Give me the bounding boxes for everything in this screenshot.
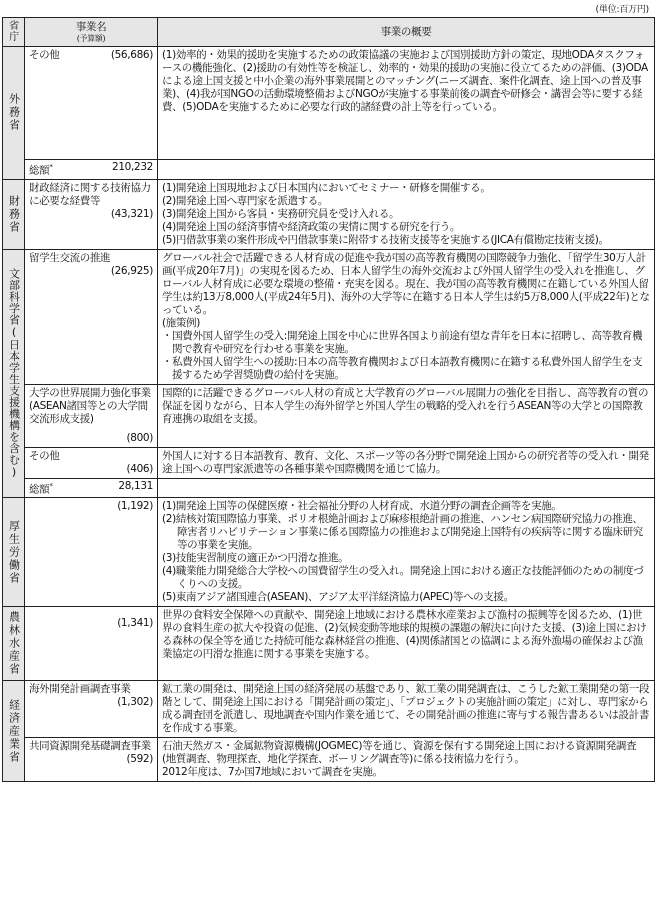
project-amount: (26,925) xyxy=(110,264,153,277)
oda-project-table xyxy=(2,17,655,782)
total-cell xyxy=(25,478,158,498)
project-name-cell xyxy=(25,447,158,478)
header-desc: 事業の概要 xyxy=(158,18,655,47)
project-amount: (56,686) xyxy=(110,49,153,61)
ministry-zaimu xyxy=(3,179,25,249)
ministry-label: 財務省 xyxy=(7,194,21,234)
project-name-cell xyxy=(25,681,158,738)
desc-item: (2)開発途上国へ専門家を派遣する。 xyxy=(162,194,329,207)
project-desc: 世界の食料安全保障への貢献や、開発途上地域における農林水産業および漁村の振興等を図るため、(1)世界の食料生産の拡大や投資の促進、(2)気候変動等地球的規模の課題の解決に向けた支援、(3)途上国における森林の保全等を通じた持続可能な森林経営の推進、(4)関係諸国との協調による海外漁場の確保および漁業協定の円滑な推進に関する事業を実施する。 xyxy=(158,607,655,681)
table-row xyxy=(3,179,655,249)
table-row xyxy=(3,498,655,607)
ministry-label: 厚生労働省 xyxy=(7,519,21,585)
table-row xyxy=(3,681,655,738)
project-name: 共同資源開発基礎調査事業 xyxy=(29,740,151,752)
project-amount: (1,302) xyxy=(117,696,153,708)
project-desc xyxy=(158,498,655,607)
project-name-cell xyxy=(25,384,158,447)
ministry-label: 農林水産省 xyxy=(7,611,21,676)
header-ministry-text: 省庁 xyxy=(9,21,19,43)
desc-case-label: (施策例) xyxy=(162,316,200,329)
ministry-nousui xyxy=(3,607,25,681)
project-name-cell xyxy=(25,498,158,607)
total-label-wrap xyxy=(29,161,52,178)
header-name-text: 事業名 xyxy=(75,21,107,33)
total-mark: * xyxy=(49,163,53,171)
ministry-gaimu xyxy=(3,47,25,180)
header-ministry xyxy=(3,18,25,47)
total-mark: * xyxy=(49,481,53,490)
project-desc xyxy=(158,179,655,249)
project-name-cell xyxy=(25,179,158,249)
desc-item: (4)開発途上国の経済事情や経済政策の実情に関する研究を行う。 xyxy=(162,220,461,233)
total-row xyxy=(3,160,655,180)
project-name-cell xyxy=(25,738,158,782)
table-row xyxy=(3,738,655,782)
ministry-keisan xyxy=(3,681,25,782)
header-name-sub: (予算額) xyxy=(76,34,106,43)
project-name: 財政経済に関する技術協力に必要な経費等 xyxy=(29,181,151,207)
header-row xyxy=(3,18,655,47)
ministry-monka xyxy=(3,249,25,498)
ministry-kousei xyxy=(3,498,25,607)
desc-item: (5)東南アジア諸国連合(ASEAN)、アジア太平洋経済協力(APEC)等への支援。 xyxy=(162,591,514,603)
desc-item: (2)結核対策国際協力事業、ポリオ根絶計画および麻疹根絶計画の推進、ハンセン病国際研究協力の推進、障害者リハビリテーション事業に係る国際協力の推進および開発途上国特有の疾病等に関する臨床研究等の事業を実施。 xyxy=(162,513,643,551)
total-label: 総額 xyxy=(29,164,50,177)
project-amount: (406) xyxy=(126,462,153,475)
total-value: 28,131 xyxy=(118,479,153,492)
table-row xyxy=(3,447,655,478)
desc-item: (1)開発途上国現地および日本国内においてセミナー・研修を開催する。 xyxy=(162,181,491,194)
desc-text: 2012年度は、7か国7地域において調査を実施。 xyxy=(162,766,383,778)
table-row xyxy=(3,47,655,160)
project-name: 大学の世界展開力強化事業(ASEAN諸国等との大学間交流形成支援) xyxy=(29,386,151,425)
project-desc: 外国人に対する日本語教育、教育、文化、スポーツ等の各分野で開発途上国からの研究者等の受入れ・開発途上国への専門家派遣等の各種事業や国際機関を通じて協力。 xyxy=(158,447,655,478)
project-name: その他 xyxy=(29,449,60,462)
total-value: 210,232 xyxy=(112,161,153,173)
total-cell xyxy=(25,160,158,180)
unit-label: (単位:百万円) xyxy=(595,5,649,15)
desc-bullet: ・私費外国人留学生への援助:日本の高等教育機関および日本語教育機関に在籍する私費外国人留学生を支援するため学習奨励費の給付を実施。 xyxy=(162,355,643,381)
project-desc xyxy=(158,738,655,782)
total-label-wrap xyxy=(29,480,52,497)
total-row xyxy=(3,478,655,498)
desc-item: (4)職業能力開発総合大学校への国費留学生の受入れ。開発途上国における適正な技能評価のための制度づくりへの支援。 xyxy=(162,565,644,590)
project-amount: (1,341) xyxy=(117,617,153,629)
project-name-cell xyxy=(25,607,158,681)
desc-text: 石油天然ガス・金属鉱物資源機構(JOGMEC)等を通じ、資源を保有する開発途上国における資源開発調査(地質調査、物理探査、地化学探査、ボーリング調査等)に係る技術協力を行う。 xyxy=(162,740,637,765)
project-name: 海外開発計画調査事業 xyxy=(29,683,131,695)
ministry-label: 外務省 xyxy=(7,93,21,133)
project-desc: 鉱工業の開発は、開発途上国の経済発展の基盤であり、鉱工業の開発調査は、こうした鉱工業開発の第一段階として、開発途上国における「開発計画の策定」、「プロジェクトの実施計画の策定」に対し、専門家から成る調査団を派遣し、現地調査や国内作業を通じて、その開発計画の推進に寄与する報告書あるいは設計書を作成する事業。 xyxy=(158,681,655,738)
project-desc: 国際的に活躍できるグローバル人材の育成と大学教育のグローバル展開力の強化を目指し、高等教育の質の保証を図りながら、日本人学生の海外留学と外国人学生の戦略的受入れを行うASEAN等の大学との国際教育連携の取組を支援。 xyxy=(158,384,655,447)
table-row xyxy=(3,249,655,384)
project-name: 留学生交流の推進 xyxy=(29,251,111,264)
desc-item: (3)開発途上国から客員・実務研究員を受け入れる。 xyxy=(162,207,400,220)
project-desc xyxy=(158,249,655,384)
empty-cell xyxy=(158,160,655,180)
ministry-label: 文部科学省(日本学生支援機構を含む) xyxy=(7,267,21,479)
total-label: 総額 xyxy=(29,483,50,495)
project-amount: (43,321) xyxy=(110,207,153,220)
project-desc: (1)効率的・効果的援助を実施するための政策協議の実施および国別援助方針の策定、現地ODAタスクフォースの機能強化、(2)援助の有効性等を検証し、効率的・効果的援助の実施に役立てるための評価、(3)ODAによる途上国支援と中小企業の海外事業展開とのマッチング(ニーズ調査、案件化調査、途上国への普及事業)、(4)我が国NGOの活動環境整備およびNGOが実施する事業前後の調査や研修会・講習会等に要する経費、(5)ODAを実施するために必要な行政的諸経費の計上等を行っている。 xyxy=(158,47,655,160)
table-row xyxy=(3,607,655,681)
desc-item: (5)円借款事業の案件形成や円借款事業に附帯する技術支援等を実施する(JICA有償勘定技術支援)。 xyxy=(162,233,609,246)
project-name: その他 xyxy=(29,49,60,61)
table-row xyxy=(3,384,655,447)
header-name xyxy=(25,18,158,47)
desc-item: (1)開発途上国等の保健医療・社会福祉分野の人材育成、水道分野の調査企画等を実施。 xyxy=(162,500,562,512)
empty-cell xyxy=(158,478,655,498)
desc-bullet: ・国費外国人留学生の受入:開発途上国を中心に世界各国より前途有望な青年を日本に招聘し、高等教育機関で教育や研究を行わせる事業を実施。 xyxy=(162,329,643,355)
ministry-label: 経済産業省 xyxy=(7,698,21,764)
project-amount: (1,192) xyxy=(117,500,153,512)
project-name-cell xyxy=(25,47,158,160)
desc-item: (3)技能実習制度の適正かつ円滑な推進。 xyxy=(162,552,349,564)
project-amount: (592) xyxy=(126,753,153,765)
desc-text: グローバル社会で活躍できる人材育成の促進や我が国の高等教育機関の国際競争力強化、「留学生30万人計画(平成20年7月)」の実現を図るため、日本人留学生の海外交流および外国人留学生の受入れを推進し、グローバル人材育成に必要な環境の整備・充実を図る。現在、我が国の高等教育機関に在籍している外国人留学生は約13万8,000人(平成24年5月)、海外の大学等に在籍する日本人学生は約5万8,000人(平成22年)となっている。 xyxy=(162,251,650,316)
project-amount: (800) xyxy=(126,431,153,444)
project-name-cell xyxy=(25,249,158,384)
